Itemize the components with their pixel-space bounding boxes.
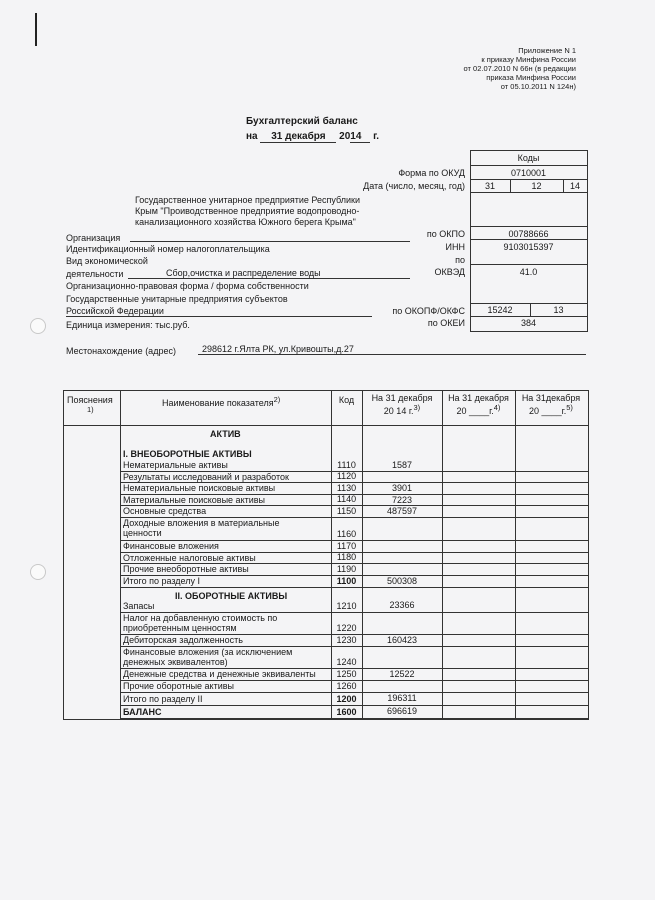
row-name-line: Денежные средства и денежные эквиваленты xyxy=(123,669,316,679)
col-c2-header xyxy=(442,393,515,416)
date-month: 12 xyxy=(531,181,542,191)
margin-mark xyxy=(35,13,37,46)
okfs-code: 13 xyxy=(553,305,564,315)
row-value-2014: 7223 xyxy=(391,495,413,505)
row-name-line: Основные средства xyxy=(123,506,207,516)
row-name-line: Прочие внеоборотные активы xyxy=(123,564,249,574)
row-name xyxy=(123,694,203,704)
section-assets: АКТИВ xyxy=(210,429,241,439)
row-code: 1600 xyxy=(336,707,357,717)
col-c3-header xyxy=(515,393,587,416)
row-name-line: Прочие оборотные активы xyxy=(123,681,234,691)
row-code: 1260 xyxy=(336,681,357,691)
okved-code: 41.0 xyxy=(519,267,538,277)
row-code: 1190 xyxy=(336,564,357,574)
appendix-line: Приложение N 1 xyxy=(518,46,576,55)
okved-label-top: по xyxy=(455,255,465,265)
col-name-header xyxy=(162,395,280,408)
row-name-line: Налог на добавленную стоимость по xyxy=(123,613,278,623)
row-code: 1180 xyxy=(336,552,357,562)
okopf-code: 15242 xyxy=(487,305,513,315)
row-name-line: Финансовые вложения xyxy=(123,541,219,551)
col-c1-line2: 20 14 г. xyxy=(383,406,414,416)
row-name-line: приобретенным ценностям xyxy=(123,623,237,633)
col-c2-line1: На 31 декабря xyxy=(448,393,509,403)
row-name xyxy=(123,483,275,493)
inn-label: ИНН xyxy=(445,242,465,252)
row-value-2014: 23366 xyxy=(389,600,415,610)
row-name xyxy=(123,681,234,691)
row-value-2014: 500308 xyxy=(386,576,418,586)
row-name-line: Доходные вложения в материальные xyxy=(123,518,280,528)
activity-label-1: Вид экономической xyxy=(66,256,148,266)
appendix-line: приказа Минфина России xyxy=(486,73,576,82)
row-code: 1250 xyxy=(336,669,357,679)
title-year-prefix: 20 xyxy=(339,131,351,142)
col-c3-line2: 20 ____г. xyxy=(529,406,567,416)
okpo-label: по ОКПО xyxy=(426,229,465,239)
row-value-2014: 487597 xyxy=(386,506,418,516)
row-code: 1120 xyxy=(336,471,357,481)
col-c1-header xyxy=(362,393,442,416)
okei-code: 384 xyxy=(520,318,537,328)
col-notes-label: Пояснения xyxy=(67,395,113,405)
row-code: 1130 xyxy=(336,483,357,493)
row-value-2014: 160423 xyxy=(386,635,418,645)
row-name-line: Результаты исследований и разработок xyxy=(123,472,289,482)
row-code: 1230 xyxy=(336,635,357,645)
punch-hole xyxy=(30,318,46,334)
col-name-sup: 2) xyxy=(273,395,281,404)
section-noncurrent: I. ВНЕОБОРОТНЫЕ АКТИВЫ xyxy=(123,449,252,459)
date-label: Дата (число, месяц, год) xyxy=(363,181,465,191)
org-label: Организация xyxy=(66,233,121,243)
row-name xyxy=(123,472,289,482)
row-name xyxy=(123,601,154,611)
row-name xyxy=(123,576,200,586)
inn-field-label: Идентификационный номер налогоплательщика xyxy=(66,244,270,254)
okpo-code: 00788666 xyxy=(508,229,549,239)
row-name-line: Нематериальные активы xyxy=(123,460,228,470)
row-code: 1170 xyxy=(336,541,357,551)
appendix-line: к приказу Минфина России xyxy=(481,55,576,64)
row-name-line: Дебиторская задолженность xyxy=(123,635,243,645)
row-name-line: Материальные поисковые активы xyxy=(123,495,266,505)
form-label: Организационно-правовая форма / форма собственности xyxy=(66,281,309,291)
page-title: Бухгалтерский баланс xyxy=(246,116,358,127)
col-c2-sup: 4) xyxy=(493,403,501,412)
okud-code: 0710001 xyxy=(510,168,547,178)
date-day: 31 xyxy=(484,181,495,191)
activity-value: Сбор,очистка и распределение воды xyxy=(166,268,321,278)
row-name xyxy=(123,518,279,538)
row-code: 1150 xyxy=(336,506,357,516)
form-line-1: Государственные унитарные предприятия субъектов xyxy=(66,294,288,304)
org-name-line: канализационного хозяйства Южного берега Крыма" xyxy=(135,217,356,227)
row-code: 1140 xyxy=(336,494,357,504)
row-name xyxy=(123,553,256,563)
address-value: 298612 г.Ялта РК, ул.Кривошты,д.27 xyxy=(202,344,354,354)
row-name-line: Итого по разделу I xyxy=(123,576,201,586)
row-name xyxy=(123,541,219,551)
section-current: II. ОБОРОТНЫЕ АКТИВЫ xyxy=(175,591,288,601)
row-name-line: Нематериальные поисковые активы xyxy=(123,483,276,493)
row-name-line: ценности xyxy=(123,528,162,538)
row-name xyxy=(123,613,277,633)
title-date: 31 декабря xyxy=(260,131,336,143)
org-name-line: Крым "Проиводственное предприятие водопроводно- xyxy=(135,206,360,216)
row-code: 1210 xyxy=(336,601,357,611)
row-name xyxy=(123,647,292,667)
activity-label-2: деятельности xyxy=(66,269,124,279)
row-name-line: денежных эквивалентов) xyxy=(123,657,228,667)
row-name-line: БАЛАНС xyxy=(123,707,162,717)
row-name xyxy=(123,460,228,470)
col-name-label: Наименование показателя xyxy=(162,398,274,408)
okved-label: ОКВЭД xyxy=(434,267,465,277)
col-notes-sup: 1) xyxy=(87,405,94,414)
form-line-2: Российской Федерации xyxy=(66,306,164,316)
org-name-line: Государственное унитарное предприятие Республики xyxy=(135,195,360,205)
row-name xyxy=(123,669,316,679)
row-code: 1240 xyxy=(336,657,357,667)
address-label: Местонахождение (адрес) xyxy=(66,346,176,356)
row-name xyxy=(123,635,243,645)
row-code: 1160 xyxy=(336,529,357,539)
row-name-line: Итого по разделу II xyxy=(123,694,203,704)
unit-label: Единица измерения: тыс.руб. xyxy=(66,320,190,330)
title-on: на xyxy=(246,131,258,142)
col-c1-sup: 3) xyxy=(413,403,421,412)
row-code: 1100 xyxy=(336,576,357,586)
appendix-line: от 02.07.2010 N 66н (в редакции xyxy=(463,64,576,73)
row-name-line: Финансовые вложения (за исключением xyxy=(123,647,293,657)
row-value-2014: 696619 xyxy=(386,706,418,716)
org-name xyxy=(135,195,360,228)
row-name xyxy=(123,506,206,516)
row-value-2014: 196311 xyxy=(387,693,417,703)
row-code: 1110 xyxy=(337,460,356,470)
col-c3-line1: На 31декабря xyxy=(521,393,581,403)
codes-header: Коды xyxy=(517,153,540,163)
row-name-line: Отложенные налоговые активы xyxy=(123,553,256,563)
row-name xyxy=(123,564,249,574)
inn-code: 9103015397 xyxy=(503,242,554,252)
col-code-header: Код xyxy=(338,395,355,405)
col-c2-line2: 20 ____г. xyxy=(456,406,494,416)
appendix-line: от 05.10.2011 N 124н) xyxy=(500,82,576,91)
row-value-2014: 12522 xyxy=(389,669,415,679)
row-value-2014: 1587 xyxy=(391,460,413,470)
date-year: 14 xyxy=(569,181,580,191)
title-year-suffix: г. xyxy=(373,131,380,142)
col-c1-line1: На 31 декабря xyxy=(371,393,433,403)
row-value-2014: 3901 xyxy=(391,483,413,493)
okei-label: по ОКЕИ xyxy=(427,318,465,328)
okopf-label: по ОКОПФ/ОКФС xyxy=(392,306,465,316)
row-name xyxy=(123,495,265,505)
appendix-note xyxy=(464,46,576,91)
punch-hole xyxy=(30,564,46,580)
row-name-line: Запасы xyxy=(123,601,155,611)
title-date-line xyxy=(246,131,379,143)
okud-label: Форма по ОКУД xyxy=(398,168,465,178)
row-code: 1200 xyxy=(336,694,357,704)
col-notes-header xyxy=(67,395,113,414)
row-code: 1220 xyxy=(336,623,357,633)
title-year: 14 xyxy=(350,131,370,143)
col-c3-sup: 5) xyxy=(566,403,573,412)
row-name xyxy=(123,707,162,717)
